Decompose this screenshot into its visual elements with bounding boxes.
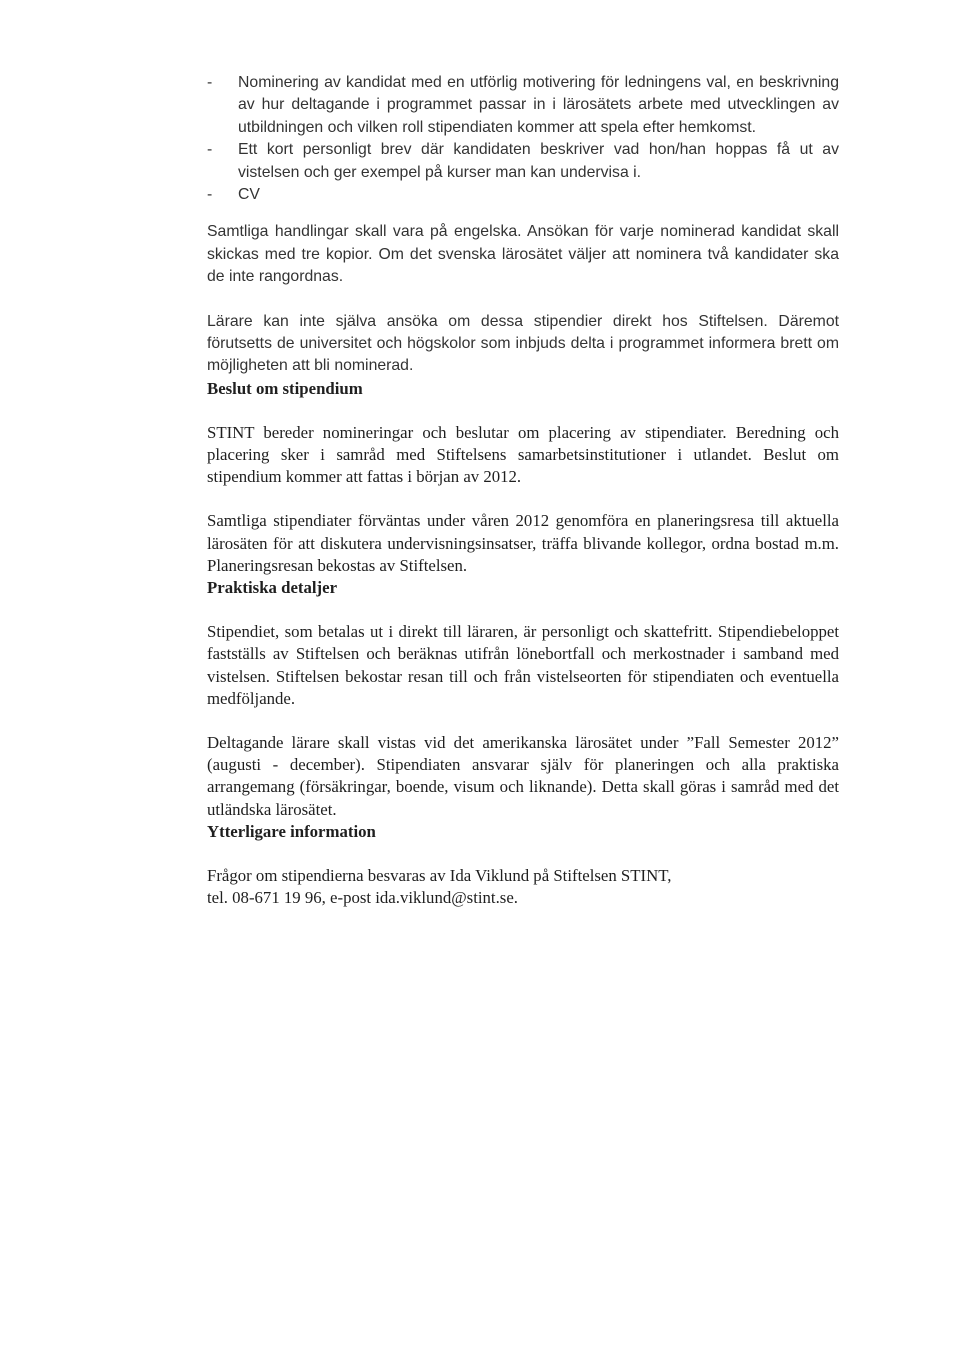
list-item-text: CV xyxy=(238,186,260,204)
paragraph-larare: Lärare kan inte själva ansöka om dessa stipendier direkt hos Stiftelsen. Däremot förutsetts de universitet och högskolor som inbjuds delta i programmet informera brett om möjligheten att bli nominerad. xyxy=(207,312,839,375)
requirements-list xyxy=(207,72,839,206)
list-item xyxy=(207,72,839,139)
bullet-dash: - xyxy=(207,186,213,204)
list-item xyxy=(207,184,839,206)
paragraph-beslut-2: Samtliga stipendiater förväntas under våren 2012 genomföra en planeringsresa till aktuella lärosäten för att diskutera undervisningsinsatser, träffa blivande kollegor, ordna bostad m.m. Planeringsresan bekostas av Stiftelsen. xyxy=(207,511,839,575)
bullet-dash: - xyxy=(207,74,213,91)
heading-praktiska: Praktiska detaljer xyxy=(207,578,338,598)
paragraph-praktiska-1: Stipendiet, som betalas ut i direkt till läraren, är personligt och skattefritt. Stipendiebeloppet fastställs av Stiftelsen och beräknas utifrån lönebortfall och merkostnader i samband med vistelsen. Stiftelsen bekostar resan till och från vistelseorten för stipendiaten och eventuella medföljande. xyxy=(207,622,839,708)
list-item-text: Nominering av kandidat med en utförlig motivering för ledningens val, en beskrivning av hur deltagande i programmet passar in i lärosätets arbete med utvecklingen av utbildningen och vilken roll stipendiaten kommer att spela efter hemkomst. xyxy=(238,74,839,136)
bullet-dash: - xyxy=(207,141,213,159)
paragraph-praktiska-2: Deltagande lärare skall vistas vid det amerikanska lärosätet under ”Fall Semester 2012” (augusti - december). Stipendiaten ansvarar själv för planeringen och alla praktiska arrangemang (försäkringar, boende, visum och liknande). Detta skall göras i samråd med det utländska lärosätet. xyxy=(207,732,839,819)
list-item xyxy=(207,139,839,184)
heading-ytterligare: Ytterligare information xyxy=(207,821,376,841)
contact-line-2: tel. 08-671 19 96, e-post ida.viklund@stint.se. xyxy=(207,887,518,907)
page-content xyxy=(207,72,839,909)
list-item-text: Ett kort personligt brev där kandidaten beskriver vad hon/han hoppas få ut av vistelsen och ger exempel på kurser man kan undervisa i. xyxy=(238,141,839,181)
heading-beslut: Beslut om stipendium xyxy=(207,378,363,398)
paragraph-beslut-1: STINT bereder nomineringar och beslutar om placering av stipendiater. Beredning och placering sker i samråd med Stiftelsens samarbetsinstitutioner i utlandet. Beslut om stipendium kommer att fattas i början av 2012. xyxy=(207,422,839,487)
contact-line-1: Frågor om stipendierna besvaras av Ida Viklund på Stiftelsen STINT, xyxy=(207,865,672,885)
paragraph-handlingar: Samtliga handlingar skall vara på engelska. Ansökan för varje nominerad kandidat skall skickas med tre kopior. Om det svenska lärosätet väljer att nominera två kandidater ska de inte rangordnas. xyxy=(207,223,839,286)
